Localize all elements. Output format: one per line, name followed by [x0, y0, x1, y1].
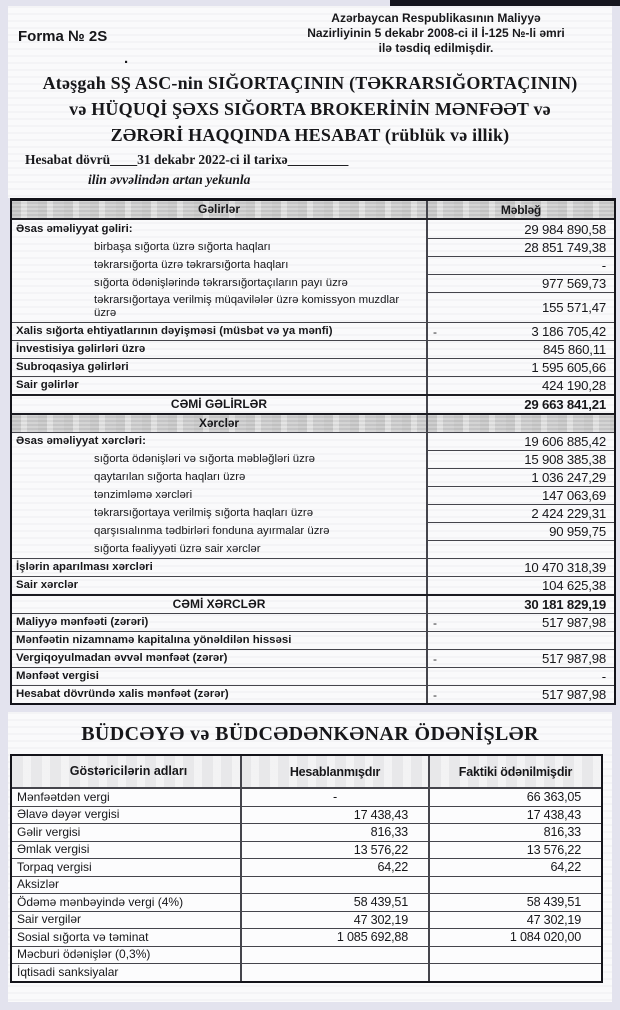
amount: 19 606 885,42: [524, 434, 606, 449]
row-label: birbaşa sığorta üzrə sığorta haqları: [12, 238, 428, 256]
row-value: [428, 292, 614, 322]
paid-amount: 816,33: [543, 825, 581, 840]
amount: 517 987,98: [541, 651, 606, 666]
row-value: [428, 613, 614, 631]
paid-amount: [430, 947, 601, 964]
income-row: [12, 358, 614, 376]
income-row: [12, 631, 614, 649]
amount: 90 959,75: [549, 524, 606, 539]
calculated-amount: 17 438,43: [242, 807, 430, 824]
amount: 28 851 749,38: [524, 240, 606, 255]
row-label: İnvestisiya gəlirləri üzrə: [12, 340, 428, 358]
income-row: [12, 292, 614, 322]
calculated-amount: -: [242, 789, 430, 806]
budget-row: [12, 928, 601, 946]
row-value: [428, 274, 614, 292]
income-row: [12, 274, 614, 292]
amount: 147 063,69: [541, 488, 606, 503]
income-row: [12, 238, 614, 256]
income-row: [12, 486, 614, 504]
amount: 10 470 318,39: [524, 560, 606, 575]
income-row: [12, 256, 614, 274]
row-label: təkrarsığortaya verilmiş sığorta haqları üzrə: [12, 504, 428, 522]
row-value: [428, 322, 614, 340]
row-label: tənzimləmə xərcləri: [12, 486, 428, 504]
row-value: [428, 667, 614, 685]
budget-row: [12, 963, 601, 981]
income-row: [12, 594, 614, 613]
income-row: [12, 558, 614, 576]
income-row: [12, 685, 614, 703]
row-label: İqtisadi sanksiyalar: [12, 964, 242, 981]
paid-amount: [430, 877, 601, 894]
paid-amount: 58 439,51: [526, 895, 581, 910]
amount: 845 860,11: [542, 342, 606, 357]
row-label: Sair xərclər: [12, 576, 428, 594]
calculated-amount: [242, 964, 430, 981]
row-label: sığorta ödənişləri və sığorta məbləğləri üzrə: [12, 450, 428, 468]
row-label: Sair gəlirlər: [12, 376, 428, 394]
amount: 424 190,28: [541, 378, 606, 393]
budget-payments-table: [10, 754, 603, 983]
form-number: Forma № 2S: [18, 28, 108, 45]
row-label: Mənfəətdən vergi: [12, 789, 242, 806]
amount: 517 987,98: [541, 687, 606, 702]
paid-amount: 17 438,43: [526, 807, 581, 822]
paid-amount: 13 576,22: [526, 842, 581, 857]
row-value: [428, 486, 614, 504]
budget-row: [12, 806, 601, 824]
negative-dash: -: [433, 687, 437, 702]
row-label: Sair vergilər: [12, 912, 242, 929]
row-value: [428, 220, 614, 238]
row-label: Mənfəət vergisi: [12, 667, 428, 685]
amount: 3 186 705,42: [531, 324, 606, 339]
income-row: [12, 468, 614, 486]
row-label: Xərclər: [12, 415, 428, 432]
income-row: [12, 340, 614, 358]
calculated-amount: 1 085 692,88: [242, 929, 430, 946]
amount: 104 625,38: [541, 578, 606, 593]
row-value: [428, 522, 614, 540]
calculated-amount: 47 302,19: [242, 912, 430, 929]
calculated-amount: [242, 947, 430, 964]
approval-line: Azərbaycan Respublikasının Maliyyə: [331, 11, 541, 25]
row-label: Mənfəətin nizamnamə kapitalına yönəldilən hissəsi: [12, 631, 428, 649]
amount: -: [601, 258, 606, 273]
negative-dash: -: [433, 324, 437, 339]
row-label: Maliyyə mənfəəti (zərəri): [12, 613, 428, 631]
row-label: Sosial sığorta və təminat: [12, 929, 242, 946]
document-title: [8, 70, 612, 148]
row-label: təkrarsığorta üzrə təkrarsığorta haqları: [12, 256, 428, 274]
title-line: ZƏRƏRİ HAQQINDA HESABAT (rüblük və illik): [110, 125, 510, 145]
row-value: [428, 631, 614, 649]
row-value: [428, 432, 614, 450]
paid-amount: 47 302,19: [526, 912, 581, 927]
income-row: [12, 432, 614, 450]
amount: -: [601, 669, 606, 684]
budget-row: [12, 858, 601, 876]
negative-dash: -: [433, 651, 437, 666]
amount: 155 571,47: [541, 300, 606, 315]
row-label: Subroqasiya gəlirləri: [12, 358, 428, 376]
income-table-header: [12, 201, 614, 220]
row-label: İşlərin aparılması xərcləri: [12, 558, 428, 576]
row-value: [428, 540, 614, 558]
row-label: CƏMİ GƏLİRLƏR: [12, 396, 428, 413]
cumulative-note: ilin əvvəlindən artan yekunla: [88, 172, 251, 187]
approval-note: [260, 11, 612, 56]
amount: 517 987,98: [541, 615, 606, 630]
budget-row: [12, 946, 601, 964]
amount: 2 424 229,31: [531, 506, 606, 521]
calculated-amount: 13 576,22: [242, 842, 430, 859]
budget-section-title: BÜDCƏYƏ və BÜDCƏDƏNKƏNAR ÖDƏNİŞLƏR: [81, 723, 539, 745]
row-value: [428, 558, 614, 576]
approval-line: ilə təsdiq edilmişdir.: [378, 41, 494, 55]
calculated-amount: 58 439,51: [242, 894, 430, 911]
row-label: sığorta ödənişlərində təkrarsığortaçıların payı üzrə: [12, 274, 428, 292]
row-value: [428, 468, 614, 486]
amount: 15 908 385,38: [524, 452, 606, 467]
income-row: [12, 394, 614, 413]
amount: 1 595 605,66: [531, 360, 606, 375]
income-row: [12, 613, 614, 631]
income-row: [12, 376, 614, 394]
row-value: [428, 415, 614, 432]
row-label: CƏMİ XƏRCLƏR: [12, 596, 428, 613]
calculated-amount: 64,22: [242, 859, 430, 876]
row-value: [428, 450, 614, 468]
income-statement-table: [10, 198, 616, 705]
row-label: Əsas əməliyyat xərcləri:: [12, 432, 428, 450]
row-value: [428, 576, 614, 594]
budget-table-header: [12, 756, 601, 788]
row-value: [428, 685, 614, 703]
row-label: Hesabat dövründə xalis mənfəət (zərər): [12, 685, 428, 703]
calculated-amount: [242, 877, 430, 894]
approval-line: Nazirliyinin 5 dekabr 2008-ci il İ-125 №-li əmri: [307, 26, 565, 40]
income-row: [12, 450, 614, 468]
row-value: [428, 358, 614, 376]
row-label: Əlavə dəyər vergisi: [12, 807, 242, 824]
calculated-amount: 816,33: [242, 824, 430, 841]
row-label: Ödəmə mənbəyində vergi (4%): [12, 894, 242, 911]
paid-amount: 1 084 020,00: [509, 930, 581, 945]
income-row: [12, 540, 614, 558]
row-value: [428, 376, 614, 394]
row-label: qaytarılan sığorta haqları üzrə: [12, 468, 428, 486]
paid-amount: [430, 964, 601, 981]
income-table-body: [12, 220, 614, 703]
row-value: [428, 504, 614, 522]
negative-dash: -: [433, 615, 437, 630]
amount: 977 569,73: [541, 276, 606, 291]
budget-row: [12, 823, 601, 841]
row-value: [428, 340, 614, 358]
column-header-gelirler: Gəlirlər: [12, 201, 428, 218]
budget-row: [12, 893, 601, 911]
income-row: [12, 576, 614, 594]
row-value: [428, 596, 614, 613]
column-header-calculated: Hesablanmışdır: [242, 756, 430, 787]
row-label: Torpaq vergisi: [12, 859, 242, 876]
income-row: [12, 522, 614, 540]
row-label: Vergiqoyulmadan əvvəl mənfəət (zərər): [12, 649, 428, 667]
income-row: [12, 413, 614, 432]
row-label: Xalis sığorta ehtiyatlarının dəyişməsi (müsbət və ya mənfi): [12, 322, 428, 340]
paid-amount: 64,22: [550, 860, 581, 875]
budget-row: [12, 788, 601, 806]
title-line: və HÜQUQİ ŞƏXS SIĞORTA BROKERİNİN MƏNFƏƏT və: [69, 99, 551, 119]
row-label: təkrarsığortaya verilmiş müqavilələr üzrə komissyon muzdlar üzrə: [12, 292, 428, 322]
row-value: [428, 396, 614, 413]
amount: 29 984 890,58: [524, 221, 606, 237]
income-row: [12, 649, 614, 667]
amount: 1 036 247,29: [531, 470, 606, 485]
budget-row: [12, 911, 601, 929]
row-value: [428, 256, 614, 274]
row-label: Aksizlər: [12, 877, 242, 894]
report-header-block: [8, 6, 612, 198]
scan-dot-artifact: .: [124, 50, 129, 67]
budget-row: [12, 876, 601, 894]
row-label: Əsas əməliyyat gəliri:: [12, 220, 428, 238]
report-period: Hesabat dövrü____31 dekabr 2022-ci il tarixə_________: [25, 152, 349, 167]
row-label: Məcburi ödənişlər (0,3%): [12, 947, 242, 964]
income-row: [12, 667, 614, 685]
paid-amount: 66 363,05: [526, 790, 581, 805]
income-row: [12, 322, 614, 340]
row-label: qarşısıalınma tədbirləri fonduna ayırmalar üzrə: [12, 522, 428, 540]
amount: 29 663 841,21: [524, 397, 606, 412]
column-header-mebleg: Məbləğ: [500, 202, 542, 217]
column-header-indicators: Göstəricilərin adları: [12, 756, 242, 787]
row-value: [428, 238, 614, 256]
row-label: sığorta fəaliyyəti üzrə sair xərclər: [12, 540, 428, 558]
row-label: Gəlir vergisi: [12, 824, 242, 841]
row-label: Əmlak vergisi: [12, 842, 242, 859]
income-row: [12, 504, 614, 522]
budget-row: [12, 841, 601, 859]
amount: 30 181 829,19: [524, 597, 606, 612]
row-value: [428, 649, 614, 667]
income-row: [12, 220, 614, 238]
title-line: Atəşgah SŞ ASC-nin SIĞORTAÇININ (TƏKRARSIĞORTAÇININ): [42, 73, 578, 93]
column-header-paid: Faktiki ödənilmişdir: [458, 764, 573, 779]
budget-table-body: [12, 788, 601, 981]
